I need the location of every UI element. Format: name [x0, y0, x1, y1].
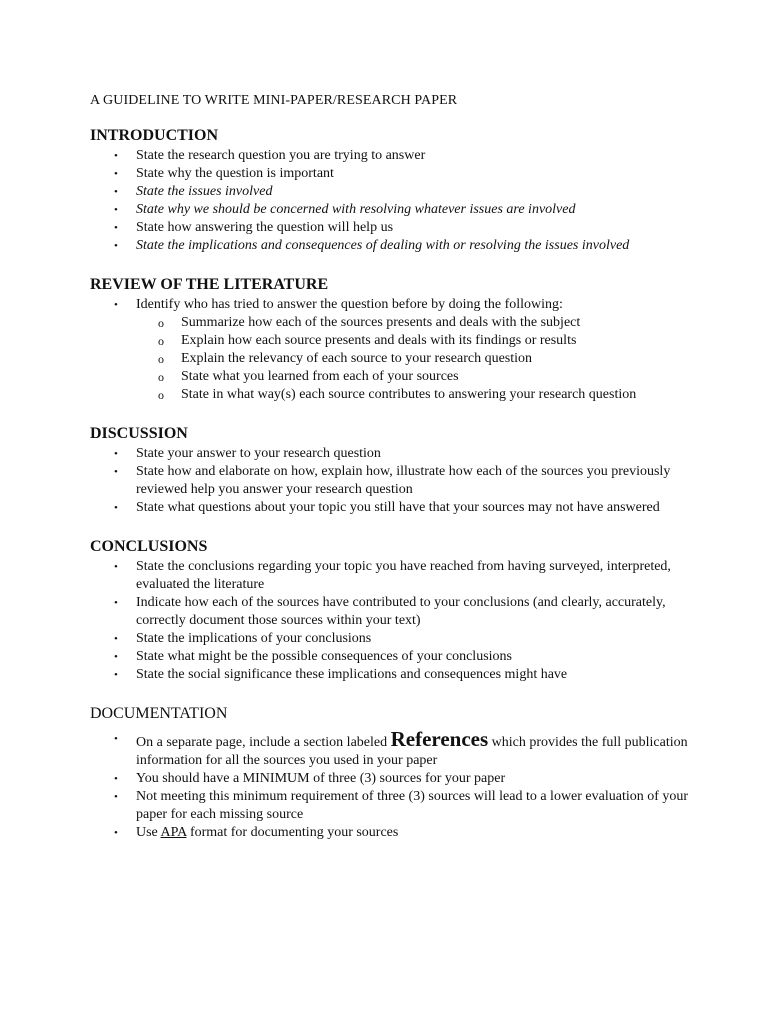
section-heading-documentation: DOCUMENTATION — [90, 705, 228, 722]
circle-bullet-icon: o — [158, 388, 164, 402]
list-item: • State the issues involved — [114, 184, 273, 199]
sub-list-item: o State in what way(s) each source contributes to answering your research question — [158, 387, 637, 402]
circle-bullet-icon: o — [158, 316, 164, 330]
list-item: • State why the question is important — [114, 166, 334, 181]
list-item: • You should have a MINIMUM of three (3) sources for your paper — [114, 771, 506, 786]
circle-bullet-icon: o — [158, 352, 164, 366]
bullet-icon: • — [114, 204, 118, 216]
list-item: • Identify who has tried to answer the question before by doing the following: o Summarize how each of the sources presents and deals with the subject o Explain how each source presents and deals with its findings or results o Explain the relevancy of each source to your research question o State what you learned from each of your sources o State in what way(s) each source contributes to answering your research question — [90, 296, 710, 404]
list-item: • State the research question you are trying to answer — [114, 148, 426, 163]
section-heading-conclusions: CONCLUSIONS — [90, 538, 208, 555]
section-literature-review — [90, 275, 710, 404]
literature-sub-list — [136, 314, 710, 404]
bullet-icon: • — [114, 222, 118, 234]
list-item: • State the social significance these implications and consequences might have — [114, 667, 568, 682]
documentation-list — [90, 727, 710, 842]
list-item: • Not meeting this minimum requirement of three (3) sources will lead to a lower evaluation of your paper for each missing source — [114, 789, 689, 822]
literature-list — [90, 296, 710, 404]
bullet-icon: • — [114, 597, 118, 609]
bullet-icon: • — [114, 669, 118, 681]
bullet-icon: • — [114, 150, 118, 162]
sub-list-item: o Explain the relevancy of each source to your research question — [158, 351, 533, 366]
bullet-icon: • — [114, 791, 118, 803]
bullet-icon: • — [114, 633, 118, 645]
bullet-icon: • — [114, 502, 118, 514]
section-heading-introduction: INTRODUCTION — [90, 127, 219, 144]
bullet-icon: • — [114, 448, 118, 460]
circle-bullet-icon: o — [158, 370, 164, 384]
discussion-list — [90, 445, 710, 517]
section-heading-literature-review: REVIEW OF THE LITERATURE — [90, 276, 329, 293]
sub-list-item: o Explain how each source presents and deals with its findings or results — [158, 333, 577, 348]
section-introduction — [90, 126, 710, 255]
list-item: • State the conclusions regarding your topic you have reached from having surveyed, interpreted, evaluated the literature — [114, 559, 671, 592]
introduction-list — [90, 147, 710, 255]
section-documentation — [90, 704, 710, 842]
bullet-icon: • — [114, 299, 118, 311]
section-discussion — [90, 424, 710, 517]
list-item: • On a separate page, include a section labeled References which provides the full publication information for all the sources you used in your paper — [114, 727, 688, 768]
list-item: • State the implications and consequences of dealing with or resolving the issues involved — [114, 238, 630, 253]
sub-list-item: o State what you learned from each of your sources — [158, 369, 459, 384]
list-item: • State what might be the possible consequences of your conclusions — [114, 649, 512, 664]
list-item: • State what questions about your topic you still have that your sources may not have answered — [114, 500, 660, 515]
document-page — [90, 92, 710, 862]
bullet-icon: • — [114, 561, 118, 573]
bullet-icon: • — [114, 827, 118, 839]
circle-bullet-icon: o — [158, 334, 164, 348]
section-heading-discussion: DISCUSSION — [90, 425, 188, 442]
sub-list-item: o Summarize how each of the sources presents and deals with the subject — [158, 315, 581, 330]
document-title: A GUIDELINE TO WRITE MINI-PAPER/RESEARCH PAPER — [90, 93, 458, 108]
bullet-icon: • — [114, 773, 118, 785]
bullet-icon: • — [114, 733, 118, 745]
bullet-icon: • — [114, 168, 118, 180]
bullet-icon: • — [114, 186, 118, 198]
list-item: • Indicate how each of the sources have contributed to your conclusions (and clearly, accurately, correctly document those sources within your text) — [114, 595, 666, 628]
list-item: • State the implications of your conclusions — [114, 631, 372, 646]
section-conclusions — [90, 537, 710, 684]
list-item: • State how answering the question will help us — [114, 220, 394, 235]
bullet-icon: • — [114, 240, 118, 252]
list-item: • State your answer to your research question — [114, 446, 381, 461]
bullet-icon: • — [114, 466, 118, 478]
list-item: • State why we should be concerned with resolving whatever issues are involved — [114, 202, 576, 217]
bullet-icon: • — [114, 651, 118, 663]
list-item: • Use APA format for documenting your sources — [114, 825, 399, 840]
list-item: • State how and elaborate on how, explain how, illustrate how each of the sources you previously reviewed help you answer your research question — [114, 464, 671, 497]
apa-link[interactable]: APA — [160, 825, 187, 840]
references-emphasis: References — [390, 727, 489, 751]
conclusions-list — [90, 558, 710, 684]
